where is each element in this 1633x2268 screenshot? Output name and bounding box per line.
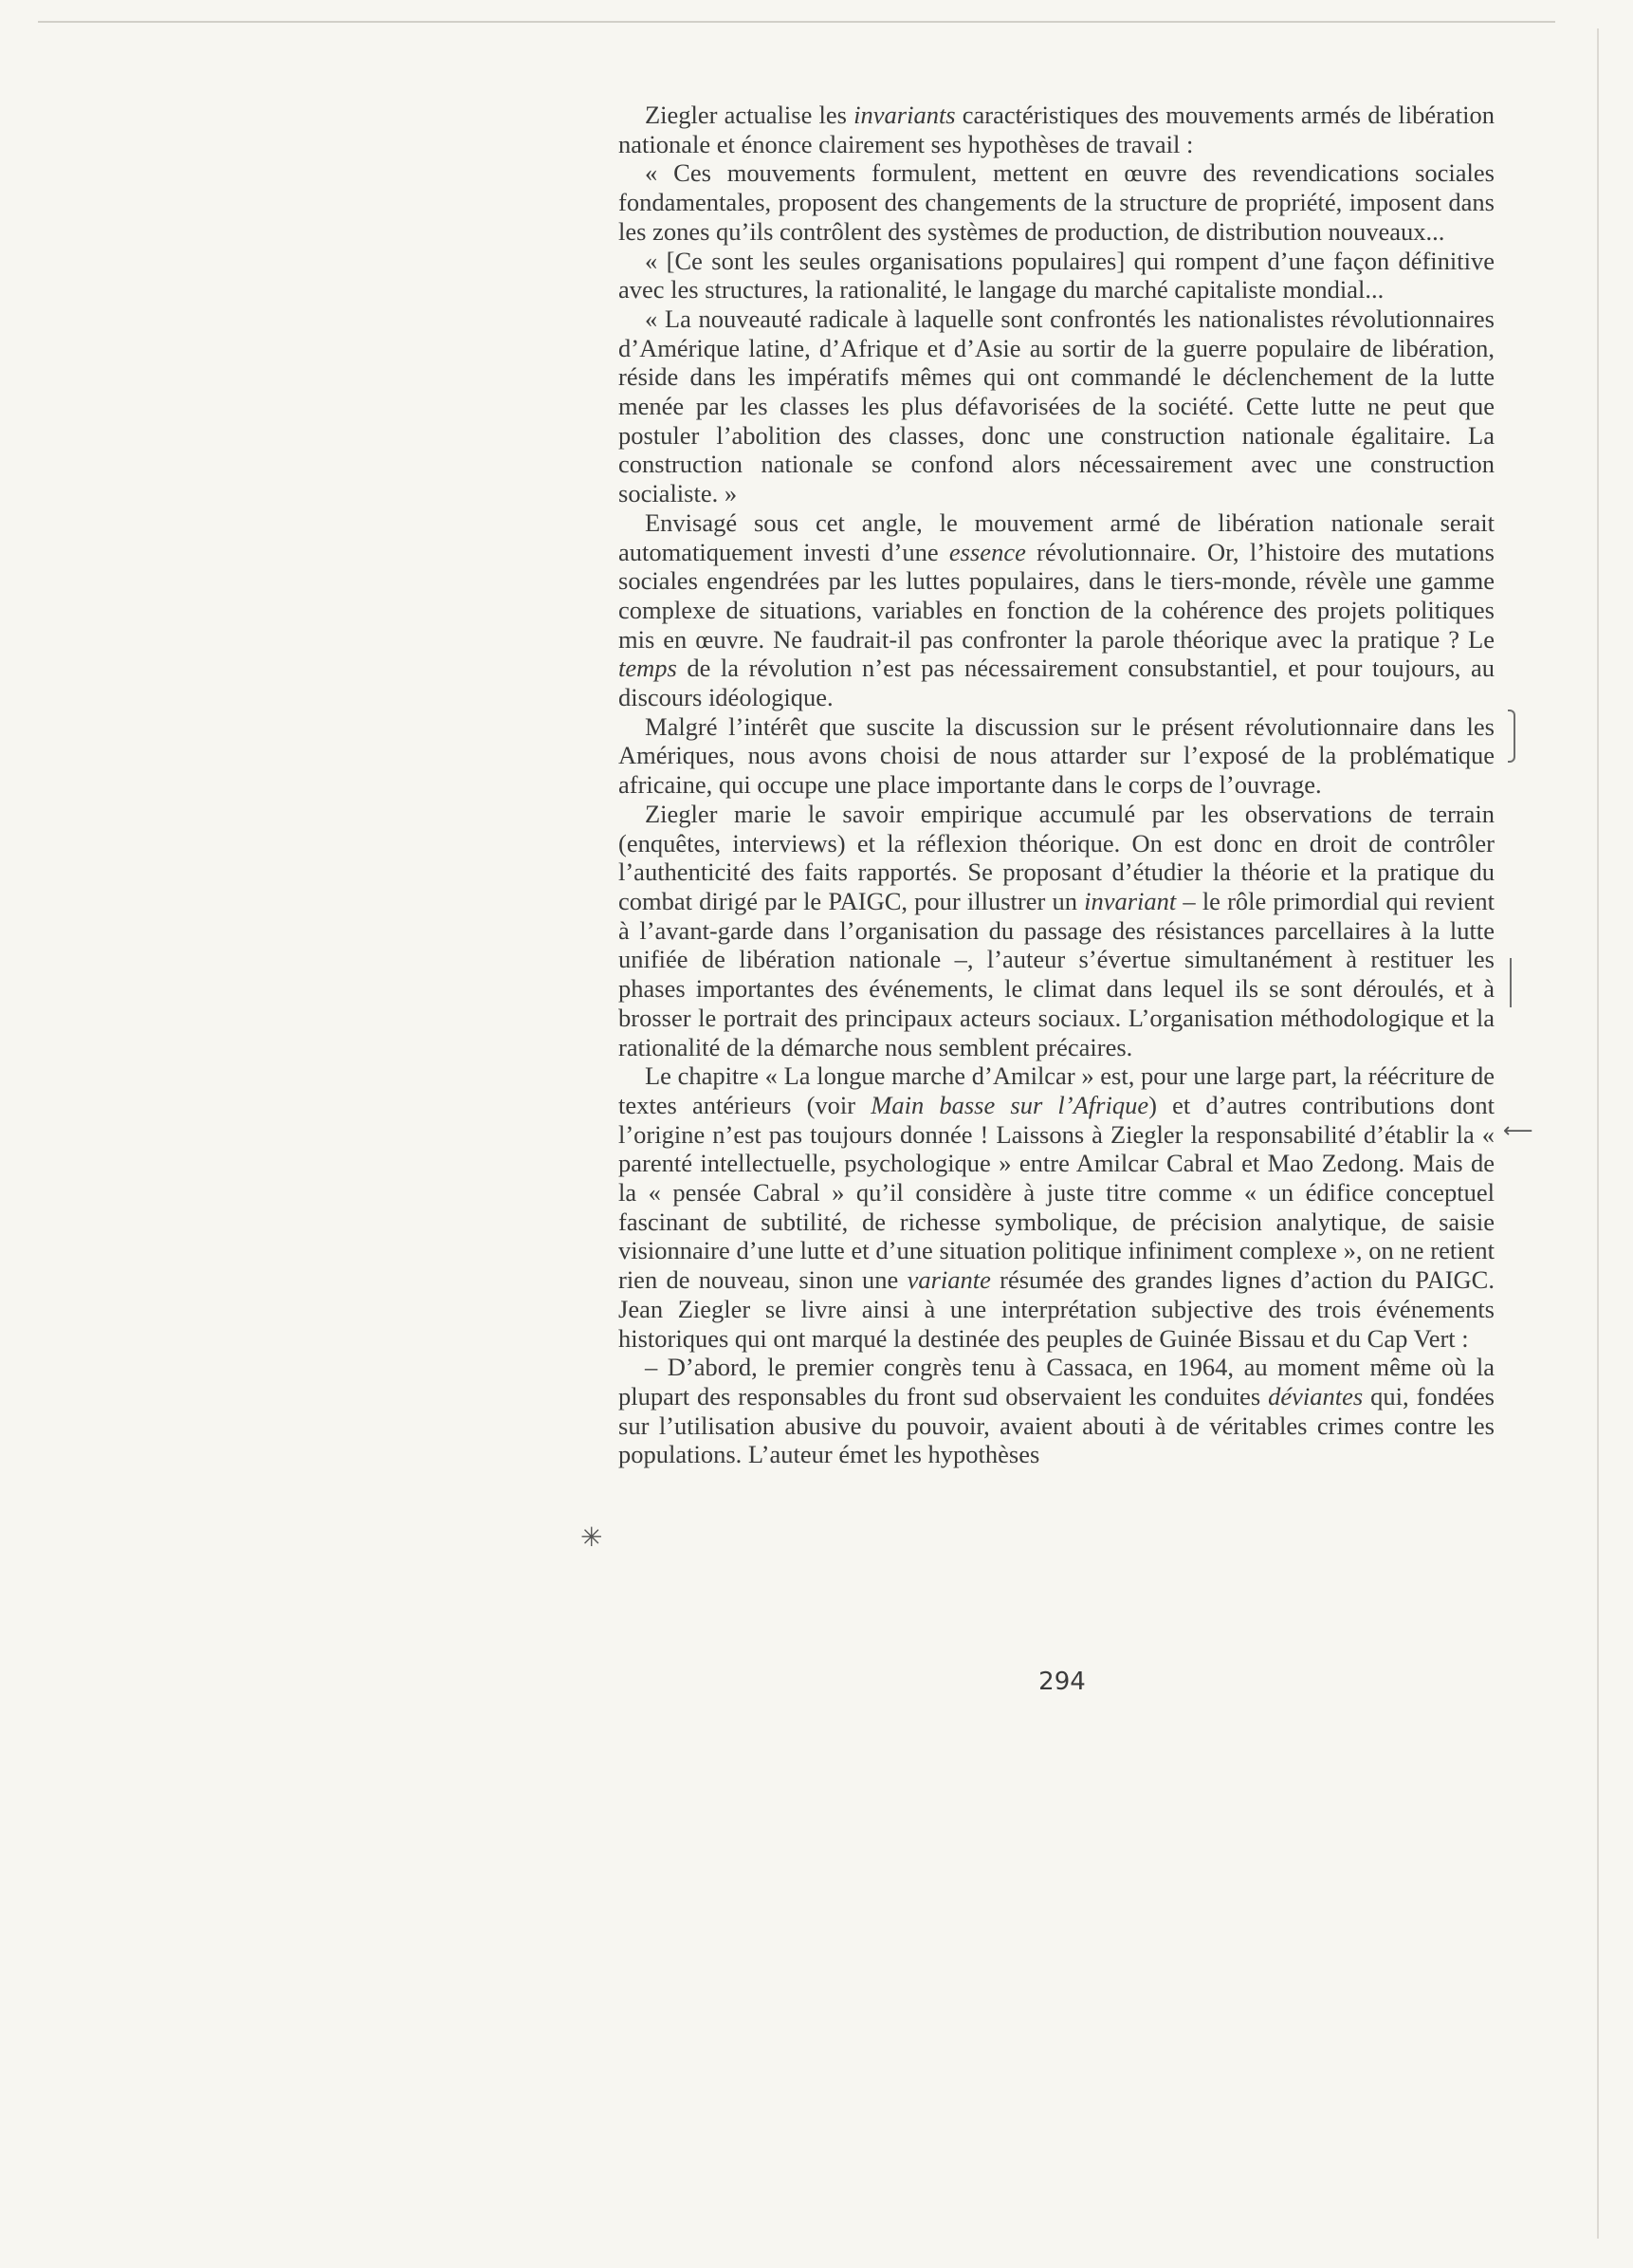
text-run: résumée des grandes lignes d’action du PAIGC. Jean Ziegler se livre ainsi à une interprétation subjective des trois événements historiques qui ont marqué la destinée des peuples de Guinée Bissau et du Cap Vert : xyxy=(618,1265,1495,1353)
margin-bracket-upper xyxy=(1508,710,1515,763)
text-run: qui, fondées sur l’utilisation abusive du pouvoir, avaient abouti à de véritables crimes contre les populations. L’auteur émet les hypothèses xyxy=(618,1381,1495,1469)
paragraph xyxy=(618,1353,1495,1469)
paragraph xyxy=(618,304,1495,508)
italic-text: variante xyxy=(907,1265,991,1295)
margin-arrow-icon: ⟵ xyxy=(1503,1119,1533,1143)
paragraph xyxy=(618,158,1495,246)
text-run: « [Ce sont les seules organisations populaires] qui rompent d’une façon définitive avec les structures, la rationalité, le langage du marché capitaliste mondial... xyxy=(618,246,1495,304)
paragraph xyxy=(618,101,1495,158)
text-run: « La nouveauté radicale à laquelle sont confrontés les nationalistes révolutionnaires d’Amérique latine, d’Afrique et d’Asie au sortir de la guerre populaire de libération, réside dans les impératifs mêmes qui ont commandé le déclenchement de la lutte menée par les classes les plus défavorisées de la société. Cette lutte ne peut que postuler l’abolition des classes, donc une construction nationale égalitaire. La construction nationale se confond alors nécessairement avec une construction socialiste. » xyxy=(618,304,1495,508)
text-column xyxy=(618,101,1495,1469)
margin-asterisk-icon: ✳ xyxy=(580,1521,603,1553)
text-run: Ziegler actualise les xyxy=(645,101,854,129)
page-number: 294 xyxy=(1038,1668,1086,1696)
italic-text: invariants xyxy=(853,101,956,129)
text-run: caractéristiques des mouvements armés de libération nationale et énonce clairement ses hypothèses de travail : xyxy=(618,101,1495,158)
margin-bracket-lower xyxy=(1508,958,1512,1007)
page-top-edge xyxy=(38,21,1555,23)
italic-text: temps xyxy=(618,654,677,683)
text-run: ) et d’autres contributions dont l’origine n’est pas toujours donnée ! Laissons à Ziegler la responsabilité d’établir la « parenté intellectuelle, psychologique » entre Amilcar Cabral et Mao Zedong. Mais de la « pensée Cabral » qu’il considère à juste titre comme « un édifice conceptuel fascinant de subtilité, de richesse symbolique, de précision analytique, de saisie visionnaire d’une lutte et d’une situation politique infiniment complexe », on ne retient rien de nouveau, sinon une xyxy=(618,1090,1495,1295)
text-run: – D’abord, le premier congrès tenu à Cassaca, en 1964, au moment même où la plupart des responsables du front sud observaient les conduites xyxy=(618,1353,1495,1411)
paragraph xyxy=(618,1061,1495,1353)
text-run: de la révolution n’est pas nécessairement consubstantiel, et pour toujours, au discours idéologique. xyxy=(618,654,1495,712)
text-run: révolutionnaire. Or, l’histoire des mutations sociales engendrées par les luttes populaires, dans le tiers-monde, révèle une gamme complexe de situations, variables en fonction de la cohérence des projets politiques mis en œuvre. Ne faudrait-il pas confronter la parole théorique avec la pratique ? Le xyxy=(618,537,1495,654)
paragraph xyxy=(618,508,1495,712)
text-run: – le rôle primordial qui revient à l’avant-garde dans l’organisation du passage des résistances parcellaires à la lutte unifiée de libération nationale –, l’auteur s’évertue simultanément à restituer les phases importantes des événements, le climat dans lequel ils se sont déroulés, et à brosser le portrait des principaux acteurs sociaux. L’organisation méthodologique et la rationalité de la démarche nous semblent précaires. xyxy=(618,886,1495,1061)
italic-text: essence xyxy=(948,537,1026,566)
text-run: Le chapitre « La longue marche d’Amilcar » est, pour une large part, la réécriture de textes antérieurs (voir xyxy=(618,1061,1495,1119)
paragraph xyxy=(618,247,1495,304)
page-right-edge xyxy=(1597,28,1599,2239)
text-run: « Ces mouvements formulent, mettent en œuvre des revendications sociales fondamentales, proposent des changements de la structure de propriété, imposent dans les zones qu’ils contrôlent des systèmes de production, de distribution nouveaux... xyxy=(618,158,1495,246)
text-run: Malgré l’intérêt que suscite la discussion sur le présent révolutionnaire dans les Amériques, nous avons choisi de nous attarder sur l’exposé de la problématique africaine, qui occupe une place importante dans le corps de l’ouvrage. xyxy=(618,711,1495,800)
text-run: Ziegler marie le savoir empirique accumulé par les observations de terrain (enquêtes, interviews) et la réflexion théorique. On est donc en droit de contrôler l’authenticité des faits rapportés. Se proposant d’étudier la théorie et la pratique du combat dirigé par le PAIGC, pour illustrer un xyxy=(618,799,1495,915)
paragraph xyxy=(618,712,1495,800)
italic-text: invariant xyxy=(1084,886,1177,915)
paragraph xyxy=(618,800,1495,1061)
italic-text: Main basse sur l’Afrique xyxy=(871,1090,1149,1119)
italic-text: déviantes xyxy=(1268,1381,1364,1411)
text-run: Envisagé sous cet angle, le mouvement armé de libération nationale serait automatiquement investi d’une xyxy=(618,507,1495,566)
